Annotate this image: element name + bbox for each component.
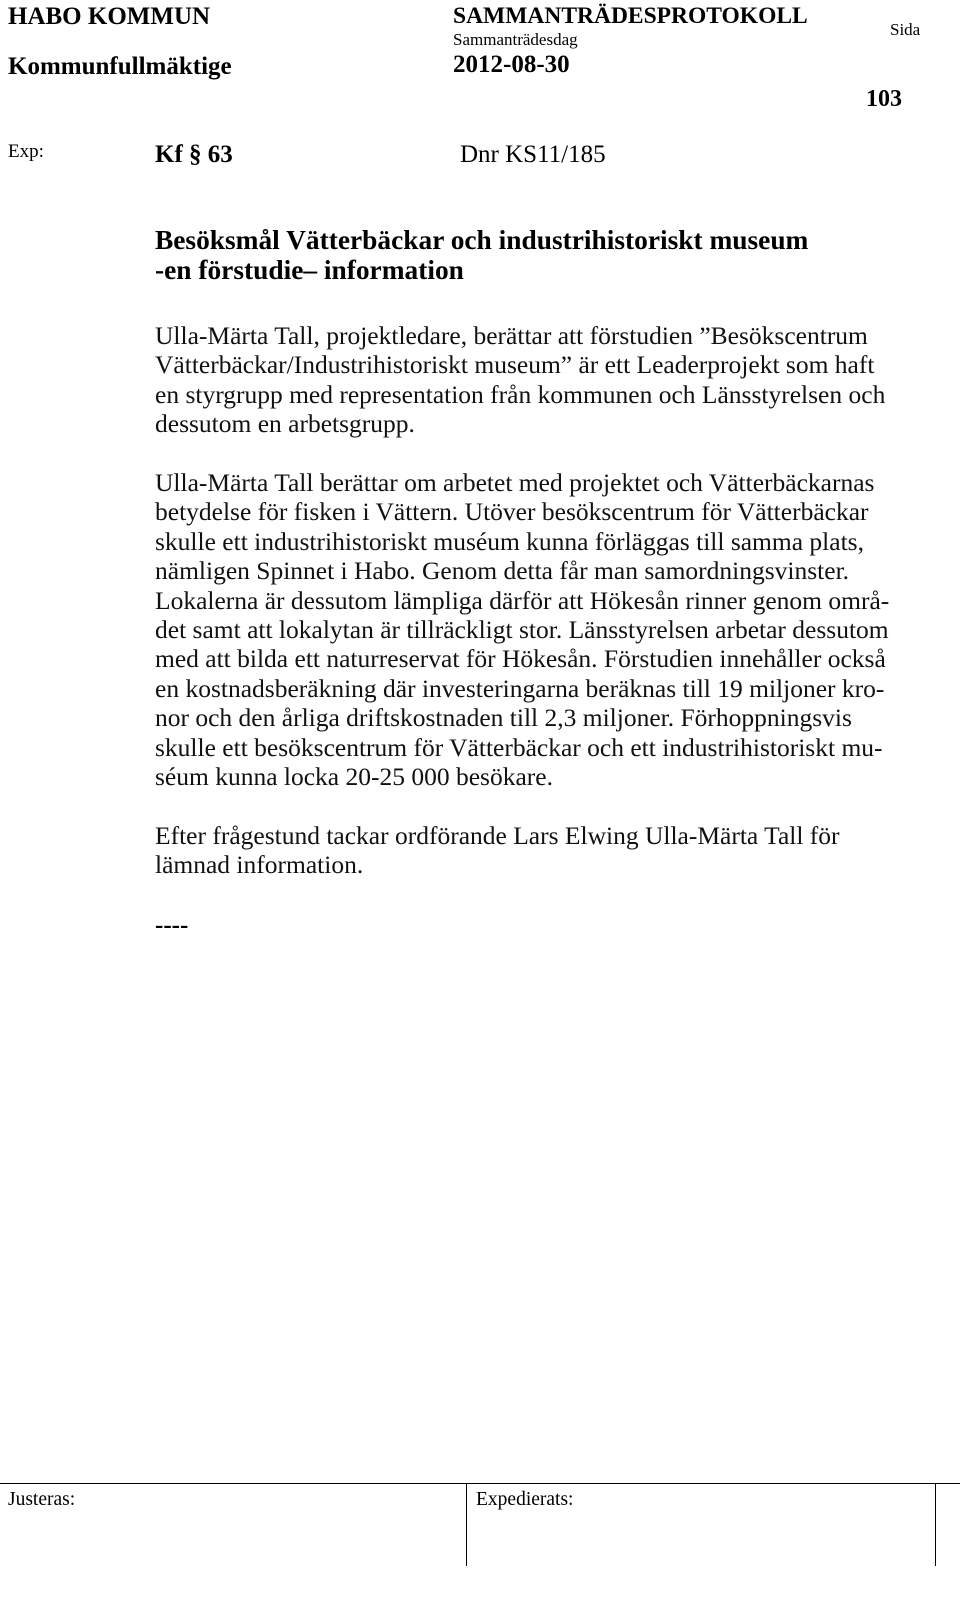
paragraph-1: [155, 321, 885, 439]
paragraph-line: lämnad information.: [155, 850, 364, 880]
item-title-line: -en förstudie– information: [155, 255, 464, 285]
paragraph-line: det samt att lokalytan är tillräckligt stor. Länsstyrelsen arbetar dessutom: [155, 615, 889, 645]
paragraph-line: Efter frågestund tackar ordförande Lars Elwing Ulla-Märta Tall för: [155, 821, 840, 850]
paragraph-line: med att bilda ett naturreservat för Hökesån. Förstudien innehåller också: [155, 644, 886, 674]
paragraph-line: Vätterbäckar/Industrihistoriskt museum” är ett Leaderprojekt som haft: [155, 350, 875, 380]
paragraph-line: Ulla-Märta Tall, projektledare, berättar att förstudien ”Besökscentrum: [155, 321, 868, 350]
assembly-name: Kommunfullmäktige: [8, 53, 232, 80]
meeting-date: 2012-08-30: [453, 51, 570, 78]
justeras-label: Justeras:: [8, 1489, 76, 1510]
expedierats-label: Expedierats:: [476, 1489, 574, 1510]
paragraph-line: nor och den årliga driftskostnaden till 2,3 miljoner. Förhoppningsvis: [155, 703, 852, 733]
meeting-date-label: Sammanträdesdag: [453, 30, 578, 49]
paragraph-2: [155, 468, 889, 791]
paragraph-line: dessutom en arbetsgrupp.: [155, 409, 415, 439]
paragraph-line: skulle ett industrihistoriskt muséum kunna förläggas till samma plats,: [155, 526, 864, 556]
paragraph-line: Ulla-Märta Tall berättar om arbetet med projektet och Vätterbäckarnas: [155, 468, 875, 497]
section-separator: ----: [155, 912, 189, 939]
paragraph-line: séum kunna locka 20-25 000 besökare.: [155, 762, 553, 792]
paragraph-line: en styrgrupp med representation från kommunen och Länsstyrelsen och: [155, 379, 886, 409]
paragraph-line: en kostnadsberäkning där investeringarna beräknas till 19 miljoner kro-: [155, 673, 885, 703]
exp-label: Exp:: [8, 141, 44, 162]
page-number: 103: [866, 86, 902, 112]
paragraph-line: nämligen Spinnet i Habo. Genom detta får man samordningsvinster.: [155, 556, 850, 586]
paragraph-line: skulle ett besökscentrum för Vätterbäckar och ett industrihistoriskt mu-: [155, 732, 883, 762]
paragraph-reference: Kf § 63: [155, 141, 233, 168]
page-label: Sida: [890, 20, 921, 39]
item-title: [155, 225, 808, 285]
paragraph-3: [155, 821, 840, 880]
footer-divider: [0, 1483, 960, 1484]
municipality-name: HABO KOMMUN: [8, 3, 211, 30]
item-title-line: Besöksmål Vätterbäckar och industrihistoriskt museum: [155, 225, 809, 255]
document-type: SAMMANTRÄDESPROTOKOLL: [453, 3, 808, 29]
diary-number: Dnr KS11/185: [460, 141, 606, 168]
footer-right-border: [935, 1483, 936, 1566]
paragraph-line: Lokalerna är dessutom lämpliga därför att Hökesån rinner genom områ-: [155, 585, 890, 615]
footer-column-divider: [466, 1483, 467, 1566]
paragraph-line: betydelse för fisken i Vättern. Utöver besökscentrum för Vätterbäckar: [155, 497, 869, 527]
